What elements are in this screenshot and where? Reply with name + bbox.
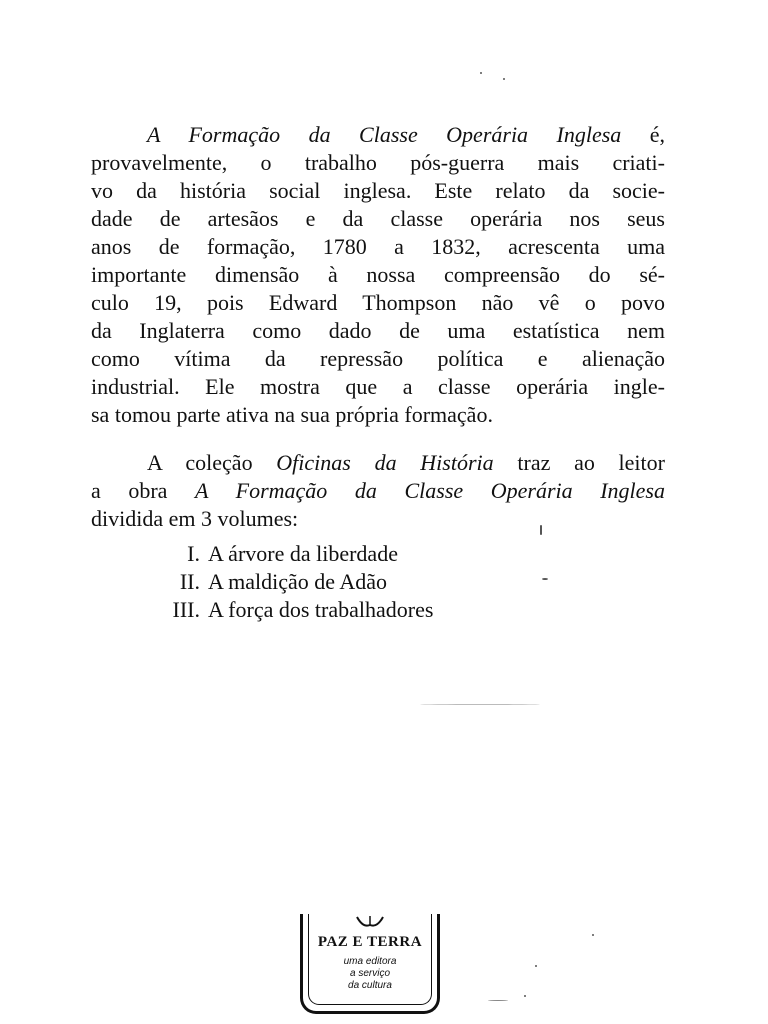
volume-title: A maldição de Adão: [208, 569, 388, 594]
para1-line-9: como vítima da repressão política e alienação: [91, 346, 665, 371]
scan-speck: [503, 78, 505, 80]
publisher-logo: [300, 914, 440, 1014]
para1-line-1: [91, 121, 665, 149]
para1-line-11: sa tomou parte ativa na sua própria formação.: [91, 402, 493, 427]
para1-line-3: vo da história social inglesa. Este relato da socie-: [91, 178, 665, 203]
scan-speck: [480, 72, 482, 74]
para2-line-2-start: a obra: [91, 478, 196, 503]
volume-numeral: III.: [172, 597, 200, 622]
para1-line-8: da Inglaterra como dado de uma estatística nem: [91, 318, 665, 343]
volume-title: A força dos trabalhadores: [208, 597, 434, 622]
scan-speck: [542, 578, 548, 580]
scan-speck: [420, 704, 540, 705]
description-paragraph: [91, 121, 665, 429]
para1-line-5: anos de formação, 1780 a 1832, acrescenta uma: [91, 234, 665, 259]
collection-name: Oficinas da História: [276, 450, 494, 475]
publisher-tagline: [303, 956, 437, 992]
scan-speck: [535, 965, 537, 967]
scan-speck: [488, 1000, 508, 1001]
book-title: A Formação da Classe Operária Inglesa: [147, 122, 622, 147]
tagline-line-3: da cultura: [348, 980, 392, 991]
volume-numeral: II.: [179, 569, 200, 594]
dove-icon: [355, 916, 385, 930]
para1-line-7: culo 19, pois Edward Thompson não vê o povo: [91, 290, 665, 315]
volume-item: [150, 568, 433, 596]
para2-line-1-start: A coleção: [147, 450, 277, 475]
tagline-line-1: uma editora: [343, 956, 397, 967]
volume-title: A árvore da liberdade: [208, 541, 398, 566]
scan-speck: [524, 995, 526, 997]
scan-speck: [540, 525, 542, 535]
publisher-name: PAZ E TERRA: [317, 934, 423, 950]
volume-list: [150, 540, 433, 624]
para2-line-3: dividida em 3 volumes:: [91, 506, 299, 531]
para2-line-2: [91, 477, 665, 505]
para1-line-10: industrial. Ele mostra que a classe operária ingle-: [91, 374, 665, 399]
volume-numeral: I.: [187, 541, 200, 566]
para2-line-1: [91, 449, 665, 477]
para1-line-6: importante dimensão à nossa compreensão do sé-: [91, 262, 665, 287]
para1-line-2: provavelmente, o trabalho pós-guerra mais criati-: [91, 150, 665, 175]
collection-paragraph: [91, 449, 665, 533]
volume-item: [150, 540, 433, 568]
scan-speck: [592, 934, 594, 936]
tagline-line-2: a serviço: [349, 968, 390, 979]
volume-item: [150, 596, 433, 624]
para1-line-1-end: é,: [621, 122, 665, 147]
work-title: A Formação da Classe Operária Inglesa: [195, 478, 665, 503]
para2-line-1-end: traz ao leitor: [493, 450, 665, 475]
para1-line-4: dade de artesãos e da classe operária nos seus: [91, 206, 665, 231]
